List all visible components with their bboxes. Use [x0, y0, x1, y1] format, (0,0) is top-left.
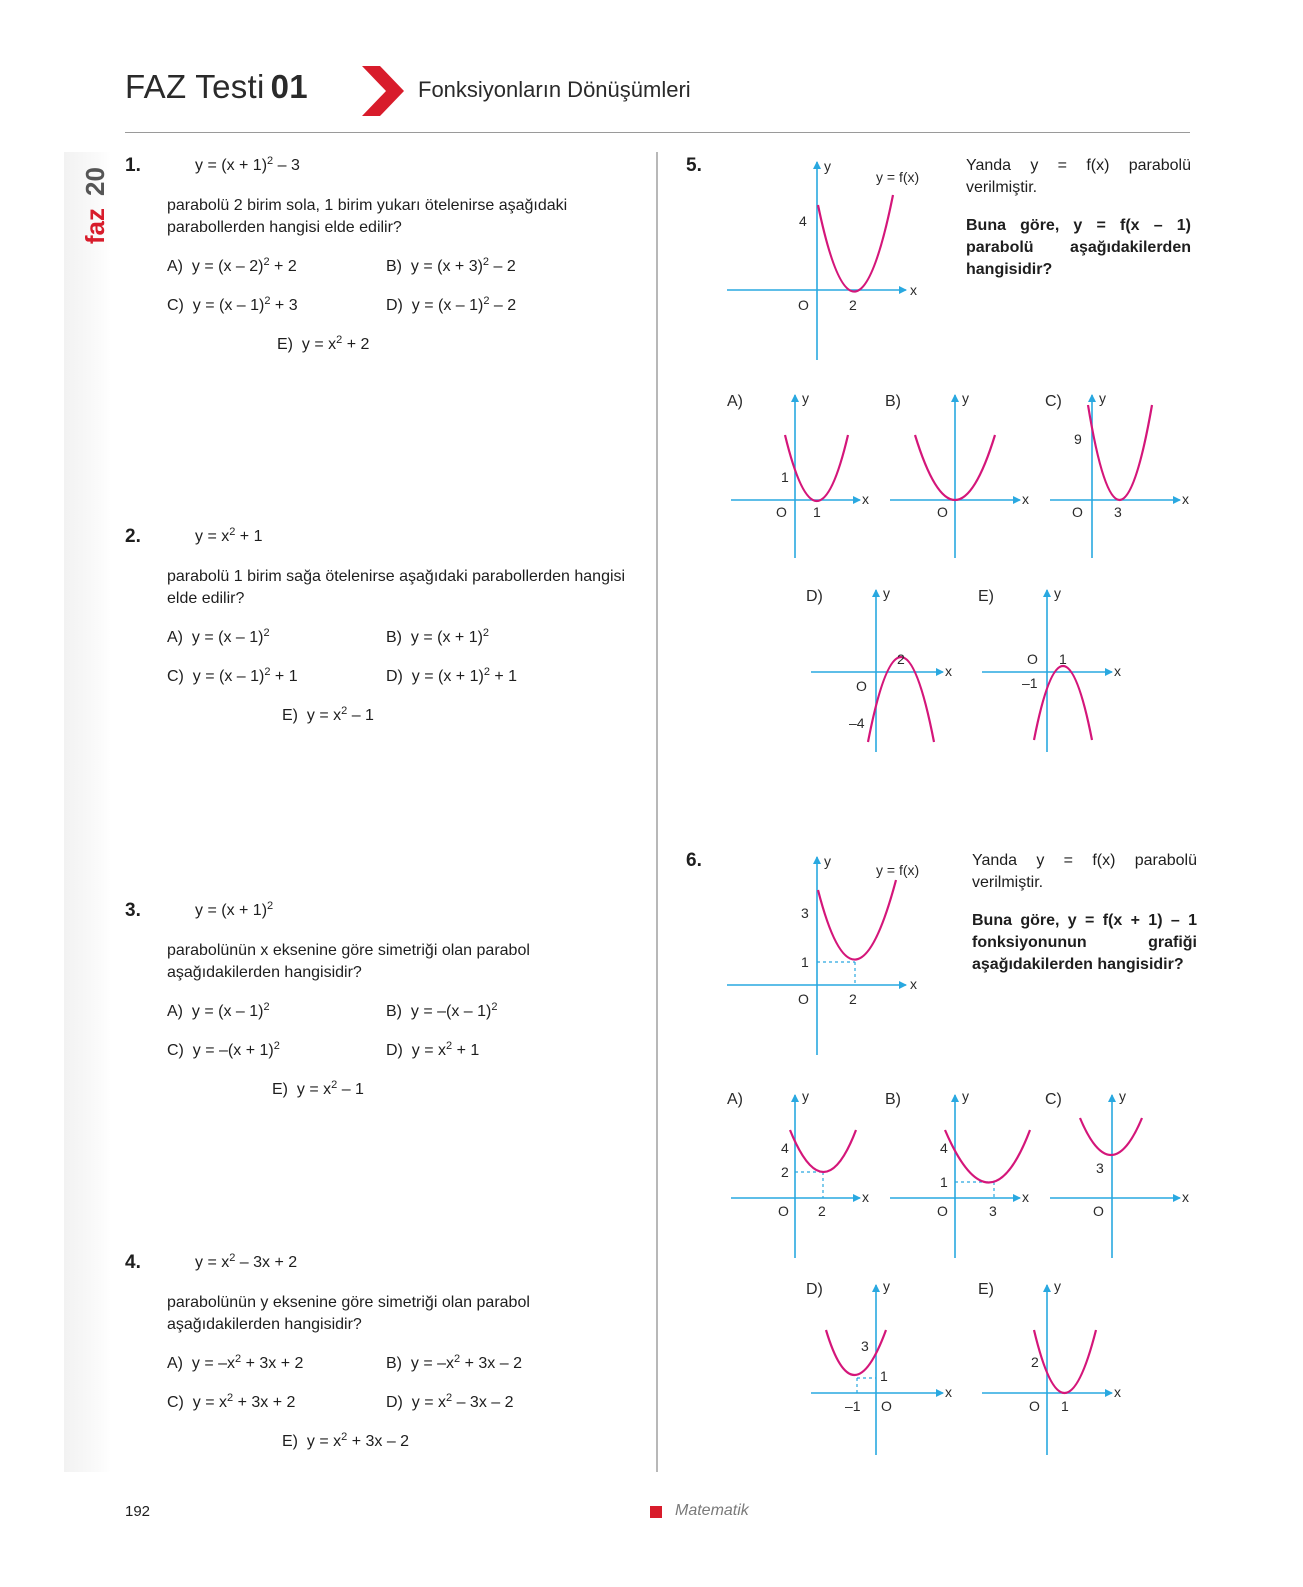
q5-d-curve [868, 657, 934, 742]
q3-option-e[interactable]: E) $y = x^2 - 1$ [272, 1079, 364, 1098]
footer-subject: Matematik [675, 1502, 749, 1519]
q5-e-vertex-x: 1 [1059, 651, 1067, 667]
q6-main-fx-label: y = f(x) [876, 862, 920, 878]
faz-tab-number: 20 [80, 167, 110, 196]
q1-option-d[interactable]: D) y = (x – 1)$^2$ – 2 [386, 295, 517, 314]
q5-question: Buna göre, y = f(x – 1) parabolü aşağıdakilerden hangisidir? [966, 217, 1191, 278]
q5-option-c-label: C) [1045, 393, 1062, 410]
svg-text:faz: faz [80, 208, 110, 245]
q6-b-y-label: y [962, 1088, 969, 1104]
q5-main-y-label: y [824, 158, 831, 174]
q5-option-d-label: D) [806, 588, 823, 605]
q5-a-y-label: y [802, 390, 809, 406]
q5-option-b-label: B) [885, 393, 901, 410]
q5-c-vertex-x: 3 [1114, 504, 1122, 520]
test-title: FAZ Testi 01 [125, 68, 308, 105]
q6-e-y-label: y [1054, 1278, 1061, 1294]
q6-e-origin: O [1029, 1398, 1040, 1414]
q6-a-vertex-y: 2 [781, 1164, 789, 1180]
q6-b-curve [945, 1130, 1030, 1183]
q2-option-e[interactable]: E) $y = x^2 - 1$ [282, 705, 374, 724]
q6-d-vertex-y: 1 [880, 1368, 888, 1384]
q6-b-vertex-x: 3 [989, 1203, 997, 1219]
q6-b-y-intercept: 4 [940, 1140, 948, 1156]
q4-option-b[interactable]: B) $y = -x^2 + 3x - 2$ [386, 1353, 522, 1372]
q6-e-x-label: x [1114, 1384, 1121, 1400]
q6-e-vertex-x: 1 [1061, 1398, 1069, 1414]
q6-option-c-label: C) [1045, 1091, 1062, 1108]
q5-a-origin: O [776, 504, 787, 520]
q5-main-vertex-x: 2 [849, 297, 857, 313]
q6-main-x-label: x [910, 976, 917, 992]
q4-number: 4. [125, 1252, 141, 1273]
q5-e-origin: O [1027, 651, 1038, 667]
q3-text: parabolünün x eksenine göre simetriği olan parabol aşağıdakilerden hangisidir? [167, 942, 530, 981]
q5-number: 5. [686, 155, 702, 176]
q4-option-e[interactable]: E) $y = x^2 + 3x - 2$ [282, 1431, 410, 1450]
q5-e-y-label: y [1054, 585, 1061, 601]
page-number: 192 [125, 1503, 151, 1520]
q6-d-y-label: y [883, 1278, 890, 1294]
q6-c-y-label: y [1119, 1088, 1126, 1104]
footer-square-icon [650, 1506, 662, 1518]
q3-option-c[interactable]: C) $y = -(x + 1)^2$ [167, 1040, 280, 1059]
q6-number: 6. [686, 850, 702, 871]
q6-a-curve [790, 1130, 856, 1172]
q6-d-curve [826, 1330, 886, 1375]
q5-b-y-label: y [962, 390, 969, 406]
q6-main-vertex-x: 2 [849, 991, 857, 1007]
q6-b-vertex-y: 1 [940, 1174, 948, 1190]
q3-option-a[interactable]: A) y = (x – 1)$^2$ [167, 1001, 270, 1020]
q4-option-d[interactable]: D) $y = x^2 - 3x - 2$ [386, 1392, 514, 1411]
q5-e-x-label: x [1114, 663, 1121, 679]
q5-d-vertex-x: 2 [897, 651, 905, 667]
q6-c-vertex-y: 3 [1096, 1160, 1104, 1176]
q5-main-curve [818, 195, 893, 292]
q6-b-origin: O [937, 1203, 948, 1219]
q4-equation: $y = x^2 - 3x + 2$ [195, 1252, 298, 1271]
q2-option-a[interactable]: A) y = (x – 1)$^2$ [167, 627, 270, 646]
q6-option-e-label: E) [978, 1281, 994, 1298]
q6-d-y-intercept: 3 [861, 1338, 869, 1354]
q6-main-vertex-y: 1 [801, 954, 809, 970]
q5-main-fx-label: y = f(x) [876, 169, 920, 185]
q6-a-x-label: x [862, 1189, 869, 1205]
q6-c-origin: O [1093, 1203, 1104, 1219]
q6-main-curve [818, 880, 896, 960]
q6-c-x-label: x [1182, 1189, 1189, 1205]
q5-option-e-label: E) [978, 588, 994, 605]
q6-a-y-intercept: 4 [781, 1140, 789, 1156]
q6-e-curve [1034, 1330, 1096, 1393]
q5-option-a-label: A) [727, 393, 743, 410]
q6-d-vertex-x: –1 [845, 1398, 861, 1414]
q5-b-x-label: x [1022, 491, 1029, 507]
q6-d-x-label: x [945, 1384, 952, 1400]
q6-option-a-label: A) [727, 1091, 743, 1108]
q5-c-origin: O [1072, 504, 1083, 520]
q1-option-a[interactable]: A) y = (x – 2)$^2$ + 2 [167, 256, 297, 275]
q3-option-b[interactable]: B) y = –(x – 1)$^2$ [386, 1001, 498, 1020]
q5-d-origin: O [856, 678, 867, 694]
q5-a-y-intercept: 1 [781, 469, 789, 485]
q5-main-x-label: x [910, 282, 917, 298]
q5-a-vertex-x: 1 [813, 504, 821, 520]
q6-c-curve [1080, 1118, 1142, 1155]
q2-equation: $y = x^2 + 1$ [195, 526, 263, 545]
q5-a-x-label: x [862, 491, 869, 507]
q5-main-origin: O [798, 297, 809, 313]
q5-d-y-label: y [883, 585, 890, 601]
q6-a-vertex-x: 2 [818, 1203, 826, 1219]
q4-text: parabolünün y eksenine göre simetriği olan parabol aşağıdakilerden hangisidir? [167, 1294, 530, 1333]
q6-main-y-intercept: 3 [801, 905, 809, 921]
q5-e-curve [1034, 666, 1092, 740]
q2-option-c[interactable]: C) y = (x – 1)$^2$ + 1 [167, 666, 298, 685]
q2-text: parabolü 1 birim sağa ötelenirse aşağıdaki parabollerden hangisi elde edilir? [167, 568, 626, 607]
q5-c-x-label: x [1182, 491, 1189, 507]
q4-option-c[interactable]: C) $y = x^2 + 3x + 2$ [167, 1392, 296, 1411]
q6-intro: Yanda y = f(x) parabolü verilmiştir. [972, 852, 1197, 891]
q5-main-y-intercept: 4 [799, 213, 807, 229]
q6-a-y-label: y [802, 1088, 809, 1104]
q1-number: 1. [125, 155, 141, 176]
q6-e-y-intercept: 2 [1031, 1354, 1039, 1370]
q1-text: parabolü 2 birim sola, 1 birim yukarı ötelenirse aşağıdaki parabollerden hangisi elde edilir? [167, 197, 568, 236]
q6-d-origin: O [881, 1398, 892, 1414]
q5-intro: Yanda y = f(x) parabolü verilmiştir. [966, 157, 1191, 196]
q6-a-origin: O [778, 1203, 789, 1219]
q6-question: Buna göre, y = f(x + 1) – 1 fonksiyonunun grafiği aşağıdakilerden hangisidir? [972, 912, 1197, 973]
q3-number: 3. [125, 900, 141, 921]
q2-option-b[interactable]: B) $y = (x + 1)^2$ [386, 627, 490, 646]
q2-number: 2. [125, 526, 141, 547]
q1-option-c[interactable]: C) y = (x – 1)$^2$ + 3 [167, 295, 298, 314]
q3-equation: $y = (x + 1)^2$ [195, 900, 274, 919]
q3-option-d[interactable]: D) $y = x^2 + 1$ [386, 1040, 480, 1059]
q6-option-d-label: D) [806, 1281, 823, 1298]
q6-main-origin: O [798, 991, 809, 1007]
q6-main-y-label: y [824, 853, 831, 869]
q2-option-d[interactable]: D) $y = (x + 1)^2 + 1$ [386, 666, 518, 685]
q5-d-y-intercept: –4 [849, 715, 865, 731]
q6-b-x-label: x [1022, 1189, 1029, 1205]
q5-d-x-label: x [945, 663, 952, 679]
q5-b-origin: O [937, 504, 948, 520]
q5-c-y-intercept: 9 [1074, 431, 1082, 447]
q5-c-curve [1088, 405, 1152, 500]
q1-equation: $y = (x + 1)^2 - 3$ [195, 155, 300, 174]
q5-c-y-label: y [1099, 390, 1106, 406]
test-topic: Fonksiyonların Dönüşümleri [418, 77, 691, 102]
q1-option-e[interactable]: E) $y = x^2 + 2$ [277, 334, 370, 353]
q6-option-b-label: B) [885, 1091, 901, 1108]
q4-option-a[interactable]: A) $y = -x^2 + 3x + 2$ [167, 1353, 304, 1372]
q5-e-vertex-y: –1 [1022, 675, 1038, 691]
q1-option-b[interactable]: B) $y = (x + 3)^2 - 2$ [386, 256, 516, 275]
